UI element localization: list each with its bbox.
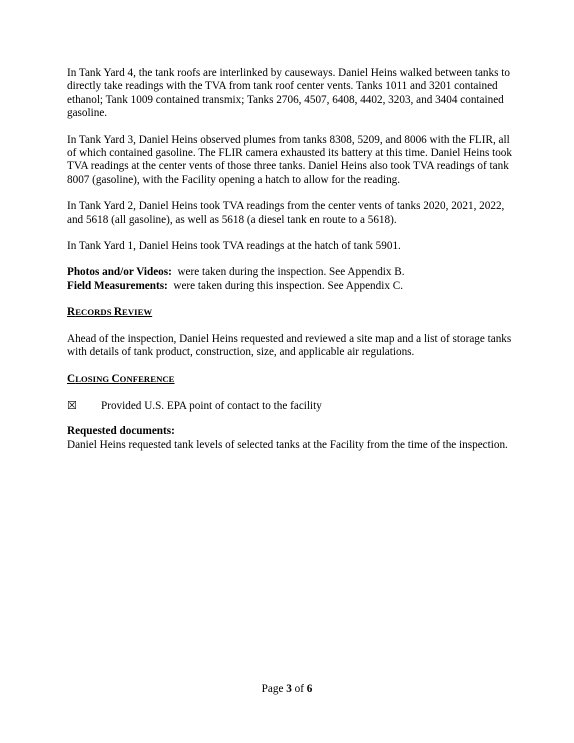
- document-page: [67, 67, 517, 452]
- field-measurements-text: were taken during this inspection. See Appendix C.: [167, 279, 403, 292]
- records-review-heading-small-1: ECORDS: [75, 307, 114, 318]
- page-footer: [0, 683, 574, 696]
- checklist-item-text: Provided U.S. EPA point of contact to the facility: [101, 399, 322, 412]
- photos-text: were taken during the inspection. See Appendix B.: [171, 266, 405, 279]
- field-measurements-label: Field Measurements:: [67, 279, 168, 292]
- closing-conference-heading-small-1: LOSING: [75, 373, 112, 384]
- measurements-block: [67, 266, 517, 293]
- records-review-text: Ahead of the inspection, Daniel Heins requested and reviewed a site map and a list of storage tanks with details of tank product, construction, size, and applicable air regulations.: [67, 332, 512, 359]
- records-review-heading-small-2: EVIEW: [122, 307, 153, 318]
- closing-conference-heading: [67, 373, 517, 386]
- field-measurements-line: [67, 280, 517, 293]
- footer-page-word: Page: [261, 683, 287, 695]
- closing-conference-heading-cap-2: C: [111, 372, 120, 385]
- paragraph-tank-yard-3: In Tank Yard 3, Daniel Heins observed plumes from tanks 8308, 5209, and 8006 with the FLIR, all of which contained gasoline. The FLIR camera exhausted its battery at this time. Daniel Heins took TVA readings at the center vents of those three tanks. Daniel Heins also took TVA readings of tank 8007 (gasoline), with the Facility opening a hatch to allow for the reading.: [67, 133, 512, 186]
- footer-of-word: of: [291, 683, 307, 695]
- records-review-heading-cap-1: R: [67, 306, 76, 319]
- records-review-heading: [67, 306, 517, 319]
- requested-documents-text: Daniel Heins requested tank levels of selected tanks at the Facility from the time of the inspection.: [67, 438, 508, 451]
- footer-current-page: 3: [286, 683, 292, 695]
- closing-conference-heading-small-2: ONFERENCE: [119, 373, 175, 384]
- photos-label: Photos and/or Videos:: [67, 266, 172, 279]
- requested-documents-block: [67, 425, 517, 452]
- records-review-heading-cap-2: R: [113, 306, 123, 319]
- checklist-item: [67, 399, 517, 413]
- paragraph-tank-yard-4: In Tank Yard 4, the tank roofs are interlinked by causeways. Daniel Heins walked between tanks to directly take readings with the TVA from tank roof center vents. Tanks 1011 and 3201 contained ethanol; Tank 1009 contained transmix; Tanks 2706, 4507, 6408, 4402, 3203, and 3404 contained gasoline.: [67, 67, 510, 120]
- paragraph-tank-yard-2: In Tank Yard 2, Daniel Heins took TVA readings from the center vents of tanks 2020, 2021, 2022, and 5618 (all gasoline), as well as 5618 (a diesel tank en route to a 5618).: [67, 200, 505, 226]
- photos-line: [67, 266, 517, 279]
- footer-total-pages: 6: [306, 683, 313, 695]
- checked-box-icon: ☒: [67, 398, 77, 412]
- requested-documents-label: Requested documents:: [67, 425, 175, 438]
- paragraph-tank-yard-1: In Tank Yard 1, Daniel Heins took TVA readings at the hatch of tank 5901.: [67, 240, 401, 253]
- closing-conference-heading-cap-1: C: [67, 372, 76, 385]
